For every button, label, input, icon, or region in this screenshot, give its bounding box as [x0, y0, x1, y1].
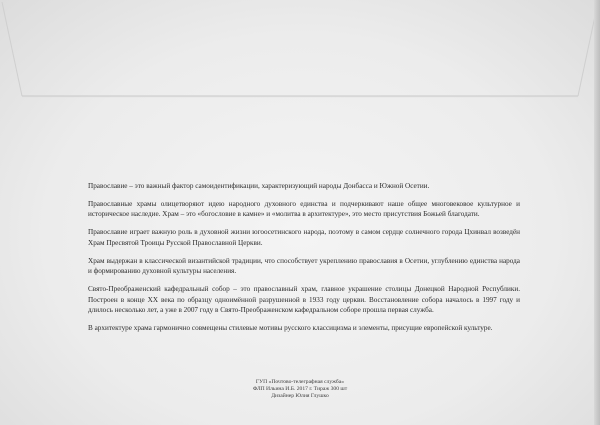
- paragraph: Православие играет важную роль в духовной жизни югоосетинского народа, поэтому в самом сердце солнечного города Цхинвал возведён Храм Пресвятой Троицы Русской Православной Церкви.: [88, 228, 520, 247]
- paragraph: Православие – это важный фактор самоидентификации, характеризующий народы Донбасса и Южной Осетии.: [88, 182, 430, 190]
- envelope-description: [88, 181, 520, 341]
- envelope-flap: [0, 0, 600, 110]
- imprint-designer: Дизайнер Юлия Глушко: [271, 393, 329, 399]
- imprint-print-run: ФЛП Ильина И.Б. 2017 г. Тираж 300 шт: [252, 386, 348, 392]
- paragraph: Православные храмы олицетворяют идею народного духовного единства и подчеркивают наше общее многовековое культурное и историческое наследие. Храм – это «богословие в камне» и «молитва в архитектуре», это место присутствия Божьей благодати.: [88, 200, 520, 219]
- paragraph: В архитектуре храма гармонично совмещены стилевые мотивы русского классицизма и элементы, присущие европейской культуре.: [88, 324, 493, 333]
- publisher-imprint: [0, 379, 600, 400]
- envelope-edge: [594, 0, 600, 425]
- paragraph: Храм выдержан в классической византийской традиции, что способствует укреплению православия в Осетии, углублению единства народа и формированию духовной культуры населения.: [88, 256, 520, 276]
- imprint-publisher: ГУП «Почтово-телеграфная служба»: [255, 379, 345, 385]
- paragraph: Свято-Преображенский кафедральный собор – это православный храм, главное украшение столицы Донецкой Народной Республики. Построен в конце XX века по образцу одноимённой разрушенной в 1933 году церкви. Восстановление собора началось в 1997 году и длилось несколько лет, а уже в 2007 году в Свято-Преображенском кафедральном соборе прошла первая служба.: [88, 285, 520, 315]
